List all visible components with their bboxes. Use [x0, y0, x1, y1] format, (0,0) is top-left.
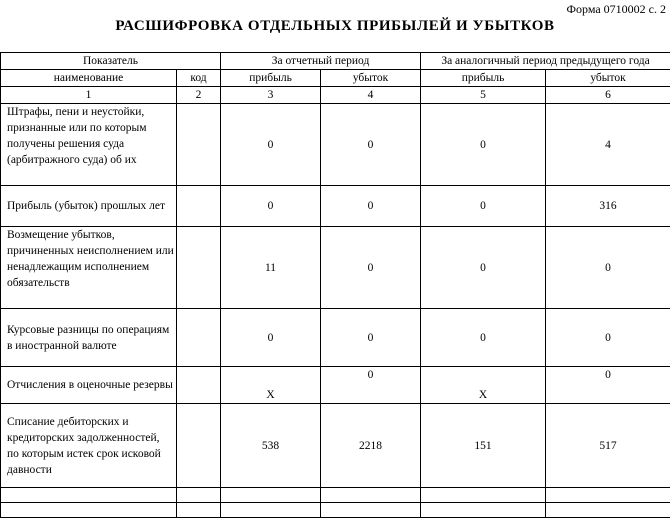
profit-prev-header: прибыль — [421, 70, 546, 87]
row-code — [177, 367, 221, 404]
row-code — [177, 104, 221, 186]
empty-cell — [177, 488, 221, 503]
row-name: Штрафы, пени и неустойки, признанные или по которым получены решения суда (арбитражного суда) об их — [1, 104, 177, 186]
row-profit-prev: 0 — [421, 104, 546, 186]
current-period-header: За отчетный период — [221, 53, 421, 70]
row-name: Прибыль (убыток) прошлых лет — [1, 186, 177, 227]
empty-row — [1, 503, 670, 518]
row-name: Курсовые разницы по операциям в иностранной валюте — [1, 309, 177, 367]
row-name: Списание дебиторских и кредиторских задолженностей, по которым истек срок исковой давности — [1, 404, 177, 488]
row-loss: 0 — [321, 227, 421, 309]
row-code — [177, 309, 221, 367]
empty-cell — [421, 503, 546, 518]
table-row — [1, 186, 670, 227]
empty-cell — [1, 488, 177, 503]
table-row — [1, 367, 670, 404]
profit-loss-table — [0, 52, 670, 518]
row-loss-prev: 0 — [546, 227, 670, 309]
empty-cell — [546, 488, 670, 503]
row-loss: 0 — [321, 367, 421, 404]
row-profit-prev: 0 — [421, 309, 546, 367]
row-profit-prev: Х — [421, 367, 546, 404]
profit-header: прибыль — [221, 70, 321, 87]
table-row — [1, 309, 670, 367]
col-number: 1 — [1, 87, 177, 104]
code-header: код — [177, 70, 221, 87]
row-code — [177, 186, 221, 227]
page-title: РАСШИФРОВКА ОТДЕЛЬНЫХ ПРИБЫЛЕЙ И УБЫТКОВ — [115, 18, 555, 34]
col-number: 4 — [321, 87, 421, 104]
col-number: 6 — [546, 87, 670, 104]
empty-cell — [1, 503, 177, 518]
row-name: Возмещение убытков, причиненных неисполнением или ненадлежащим исполнением обязательств — [1, 227, 177, 309]
row-loss: 0 — [321, 186, 421, 227]
row-profit: Х — [221, 367, 321, 404]
row-loss-prev: 316 — [546, 186, 670, 227]
header-row-2 — [1, 70, 670, 87]
row-loss: 0 — [321, 104, 421, 186]
name-header: наименование — [1, 70, 177, 87]
table-row — [1, 104, 670, 186]
row-loss-prev: 517 — [546, 404, 670, 488]
indicator-header: Показатель — [1, 53, 221, 70]
row-code — [177, 404, 221, 488]
loss-header: убыток — [321, 70, 421, 87]
row-profit-prev: 151 — [421, 404, 546, 488]
empty-cell — [177, 503, 221, 518]
header-row-1 — [1, 53, 670, 70]
row-profit: 0 — [221, 186, 321, 227]
form-number: Форма 0710002 с. 2 — [566, 2, 666, 16]
row-profit-prev: 0 — [421, 227, 546, 309]
table-row — [1, 404, 670, 488]
empty-cell — [221, 503, 321, 518]
row-profit: 538 — [221, 404, 321, 488]
empty-cell — [546, 503, 670, 518]
empty-cell — [221, 488, 321, 503]
row-loss: 2218 — [321, 404, 421, 488]
row-profit-prev: 0 — [421, 186, 546, 227]
empty-row — [1, 488, 670, 503]
empty-cell — [321, 488, 421, 503]
row-loss-prev: 0 — [546, 309, 670, 367]
empty-cell — [421, 488, 546, 503]
previous-period-header: За аналогичный период предыдущего года — [421, 53, 670, 70]
empty-cell — [321, 503, 421, 518]
table-row — [1, 227, 670, 309]
row-profit: 0 — [221, 309, 321, 367]
column-numbers-row — [1, 87, 670, 104]
col-number: 3 — [221, 87, 321, 104]
col-number: 5 — [421, 87, 546, 104]
row-loss-prev: 0 — [546, 367, 670, 404]
row-profit: 0 — [221, 104, 321, 186]
row-profit: 11 — [221, 227, 321, 309]
row-loss: 0 — [321, 309, 421, 367]
col-number: 2 — [177, 87, 221, 104]
row-name: Отчисления в оценочные резервы — [1, 367, 177, 404]
row-loss-prev: 4 — [546, 104, 670, 186]
row-code — [177, 227, 221, 309]
loss-prev-header: убыток — [546, 70, 670, 87]
